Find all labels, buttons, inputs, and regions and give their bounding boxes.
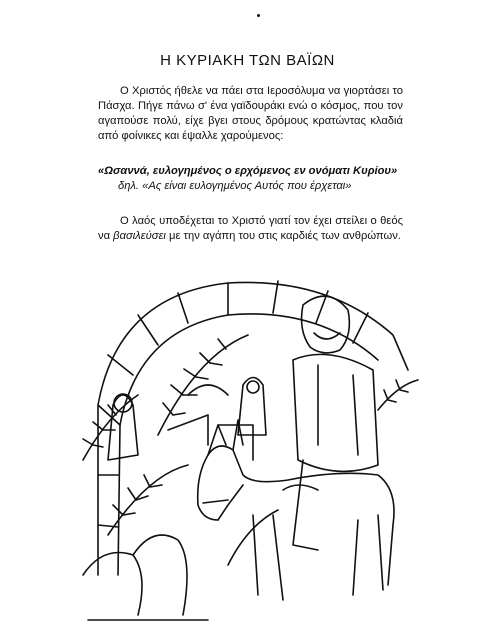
intro-text: Ο Χριστός ήθελε να πάει στα Ιεροσόλυμα να γιορτάσει το Πάσχα. Πήγε πάνω σ' ένα γαϊδουράκι ενώ ο κόσμος, που τον αγαπούσε πολύ, είχε βγει στους δρόμους κρατώντας κλαδιά από φοίνικες και έψαλλε χαρούμενος:: [98, 85, 403, 142]
closing-text-italic: βασιλεύσει: [113, 230, 166, 242]
palm-leaves: [83, 335, 418, 565]
foreground-crowd: [83, 535, 208, 620]
page-mark: [257, 14, 260, 17]
jesus-figure: [283, 296, 378, 550]
intro-paragraph: [98, 84, 403, 144]
hymn-translation: δηλ. «Ας είναι ευλογημένος Αυτός που έρχεται»: [118, 180, 352, 192]
bearded-man-figure: [108, 394, 138, 460]
closing-paragraph: [98, 214, 403, 244]
hymn-quote: [98, 164, 403, 194]
donkey-figure: [198, 420, 394, 600]
woman-figure: [238, 378, 266, 436]
page-title: Η ΚΥΡΙΑΚΗ ΤΩΝ ΒΑΪΩΝ: [160, 52, 335, 69]
closing-text-b: με την αγάπη του στις καρδιές των ανθρώπων.: [165, 230, 401, 242]
hymn-line: «Ωσαννά, ευλογημένος ο ερχόμενος εν ονόματι Κυρίου»: [98, 165, 398, 177]
palm-sunday-illustration: [78, 275, 423, 625]
closing-text-a: Ο λαός υποδέχεται το Χριστό γιατί τον έχει στείλει ο θεός να: [98, 215, 403, 242]
